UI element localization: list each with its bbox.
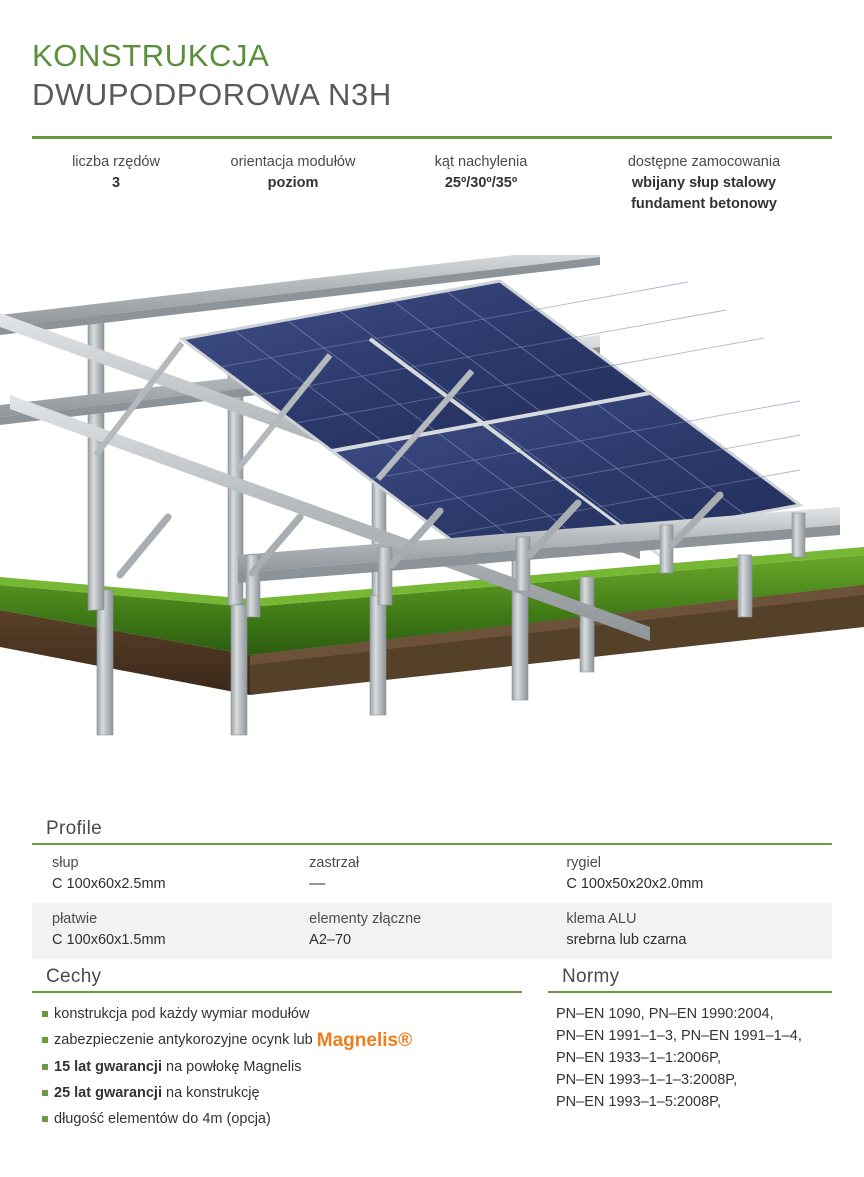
spec-label: kąt nachylenia	[434, 154, 528, 170]
features-section	[32, 966, 522, 1134]
list-item	[32, 1082, 522, 1104]
profile-section-divider	[32, 843, 832, 845]
spec-value: 25º/30º/35º	[444, 175, 518, 191]
spec-item-mounting	[576, 152, 832, 215]
profile-key: klema ALU	[566, 911, 637, 927]
feature-emphasis: 25 lat gwarancji	[54, 1085, 162, 1101]
spec-value: wbijany słup stalowy	[631, 175, 777, 191]
features-list	[32, 1003, 522, 1130]
list-item	[32, 1003, 522, 1025]
norms-list	[548, 1003, 832, 1113]
profile-key: płatwie	[52, 911, 98, 927]
norms-section	[548, 966, 832, 1113]
norms-section-title: Normy	[562, 966, 620, 987]
list-item: PN–EN 1993–1–1–3:2008P,	[556, 1072, 738, 1088]
norms-section-divider	[548, 991, 832, 993]
profile-section-title: Profile	[46, 818, 102, 839]
profile-value: A2–70	[309, 932, 352, 948]
table-row	[32, 847, 832, 903]
spec-label: dostępne zamocowania	[627, 154, 781, 170]
bullet-icon	[42, 1090, 48, 1096]
spec-value: poziom	[267, 175, 319, 191]
list-item: PN–EN 1090, PN–EN 1990:2004,	[556, 1006, 774, 1022]
profile-cell-platwie	[32, 909, 289, 951]
profile-table	[32, 847, 832, 959]
feature-text: na konstrukcję	[162, 1085, 260, 1101]
list-item: PN–EN 1933–1–1:2006P,	[556, 1050, 722, 1066]
table-row	[32, 903, 832, 959]
page-header	[32, 36, 832, 114]
bullet-icon	[42, 1037, 48, 1043]
profile-cell-elementy-zlaczne	[289, 909, 546, 951]
bullet-icon	[42, 1116, 48, 1122]
profile-section	[32, 818, 832, 959]
list-item	[32, 1029, 522, 1052]
feature-text: zabezpieczenie antykorozyjne ocynk lub	[54, 1032, 317, 1048]
profile-value: C 100x60x1.5mm	[52, 932, 166, 948]
features-section-divider	[32, 991, 522, 993]
profile-cell-rygiel	[546, 853, 832, 895]
profile-value: C 100x60x2.5mm	[52, 876, 166, 892]
feature-text: konstrukcja pod każdy wymiar modułów	[54, 1006, 310, 1022]
profile-cell-zastrzal	[289, 853, 546, 895]
profile-key: zastrzał	[309, 855, 360, 871]
profile-key: słup	[52, 855, 79, 871]
profile-cell-slup	[32, 853, 289, 895]
list-item	[32, 1108, 522, 1130]
spec-strip	[32, 152, 832, 215]
list-item: PN–EN 1991–1–3, PN–EN 1991–1–4,	[556, 1028, 802, 1044]
list-item: PN–EN 1993–1–5:2008P,	[556, 1094, 722, 1110]
features-section-title: Cechy	[46, 966, 102, 987]
construction-illustration	[0, 255, 864, 795]
spec-item-orientation	[200, 152, 386, 215]
profile-value: C 100x50x20x2.0mm	[566, 876, 704, 892]
profile-key: elementy złączne	[309, 911, 422, 927]
page-title-line-2: DWUPODPOROWA N3H	[32, 77, 392, 112]
feature-text: na powłokę Magnelis	[162, 1059, 302, 1075]
profile-value: srebrna lub czarna	[566, 932, 687, 948]
spec-value: 3	[111, 175, 121, 191]
bullet-icon	[42, 1064, 48, 1070]
page-title-line-1: KONSTRUKCJA	[32, 38, 270, 73]
ground-slab	[0, 547, 864, 695]
spec-label: orientacja modułów	[230, 154, 356, 170]
spec-label: liczba rzędów	[72, 154, 160, 170]
profile-key: rygiel	[566, 855, 601, 871]
feature-emphasis: 15 lat gwarancji	[54, 1059, 162, 1075]
profile-value: ––	[309, 876, 326, 892]
magnelis-brand-label: Magnelis®	[316, 1030, 413, 1051]
profile-cell-klema-alu	[546, 909, 832, 951]
list-item	[32, 1056, 522, 1078]
title-divider	[32, 136, 832, 139]
spec-value-secondary: fundament betonowy	[631, 196, 777, 212]
feature-text: długość elementów do 4m (opcja)	[54, 1111, 271, 1127]
bullet-icon	[42, 1011, 48, 1017]
spec-item-rows	[32, 152, 200, 215]
spec-item-tilt-angle	[386, 152, 576, 215]
